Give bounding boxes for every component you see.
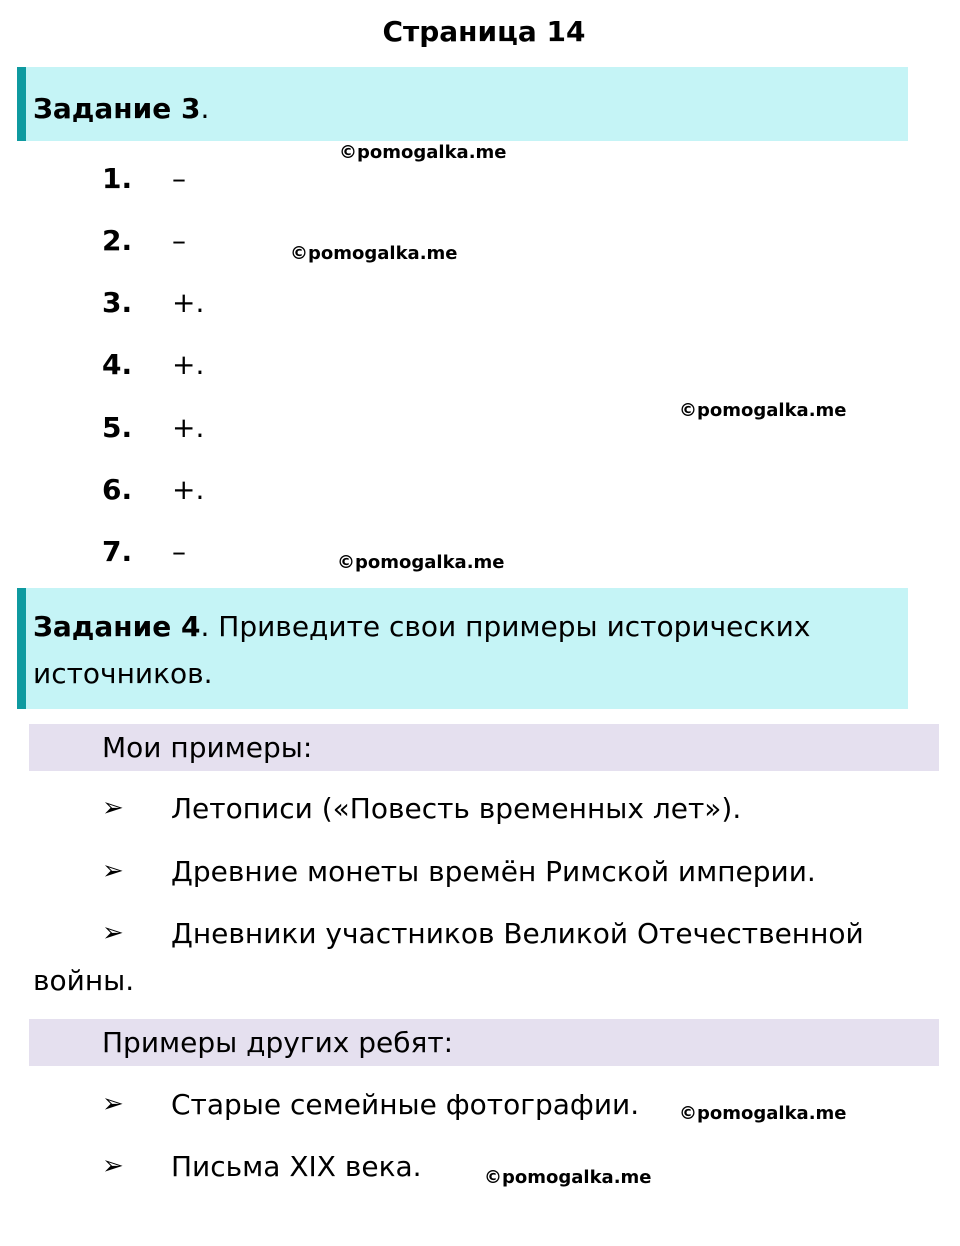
page-title: Страница 14: [382, 15, 586, 48]
section-label: Мои примеры:: [102, 731, 313, 764]
answer-value: +.: [172, 473, 205, 506]
answer-value: –: [172, 535, 186, 568]
answer-value: –: [172, 224, 186, 257]
answer-number: 6.: [102, 473, 133, 506]
answer-value: +.: [172, 286, 205, 319]
watermark: ©pomogalka.me: [339, 142, 507, 163]
my-examples-section: [29, 724, 939, 771]
task-4-heading-rest: . Приведите свои примеры исторических: [200, 610, 811, 643]
watermark: ©pomogalka.me: [679, 1103, 847, 1124]
task-4-label: Задание 4: [33, 610, 201, 643]
list-item-text: Древние монеты времён Римской империи.: [171, 855, 816, 888]
answer-number: 3.: [102, 286, 133, 319]
watermark: ©pomogalka.me: [679, 400, 847, 421]
answer-number: 7.: [102, 535, 133, 568]
watermark: ©pomogalka.me: [337, 552, 505, 573]
task-3-header: [17, 67, 908, 141]
arrow-bullet-icon: ➢: [102, 793, 124, 823]
arrow-bullet-icon: ➢: [102, 918, 124, 948]
task-4-header: [17, 588, 908, 709]
watermark: ©pomogalka.me: [484, 1167, 652, 1188]
list-item-text: Письма XIX века.: [171, 1150, 422, 1183]
answer-number: 5.: [102, 411, 133, 444]
answer-value: –: [172, 162, 186, 195]
task-4-heading-line2: источников.: [33, 657, 213, 690]
answer-number: 4.: [102, 348, 133, 381]
list-item-text: Старые семейные фотографии.: [171, 1088, 640, 1121]
watermark: ©pomogalka.me: [290, 243, 458, 264]
arrow-bullet-icon: ➢: [102, 1089, 124, 1119]
answer-number: 1.: [102, 162, 133, 195]
answer-number: 2.: [102, 224, 133, 257]
others-examples-section: [29, 1019, 939, 1066]
answer-value: +.: [172, 348, 205, 381]
task-3-heading-rest: .: [200, 92, 210, 125]
answer-value: +.: [172, 411, 205, 444]
task-3-label: Задание 3: [33, 92, 201, 125]
list-item-text: Дневники участников Великой Отечественной: [171, 917, 864, 950]
arrow-bullet-icon: ➢: [102, 1151, 124, 1181]
list-item-text-continued: войны.: [33, 964, 135, 997]
arrow-bullet-icon: ➢: [102, 856, 124, 886]
section-label: Примеры других ребят:: [102, 1026, 454, 1059]
list-item-text: Летописи («Повесть временных лет»).: [171, 792, 742, 825]
